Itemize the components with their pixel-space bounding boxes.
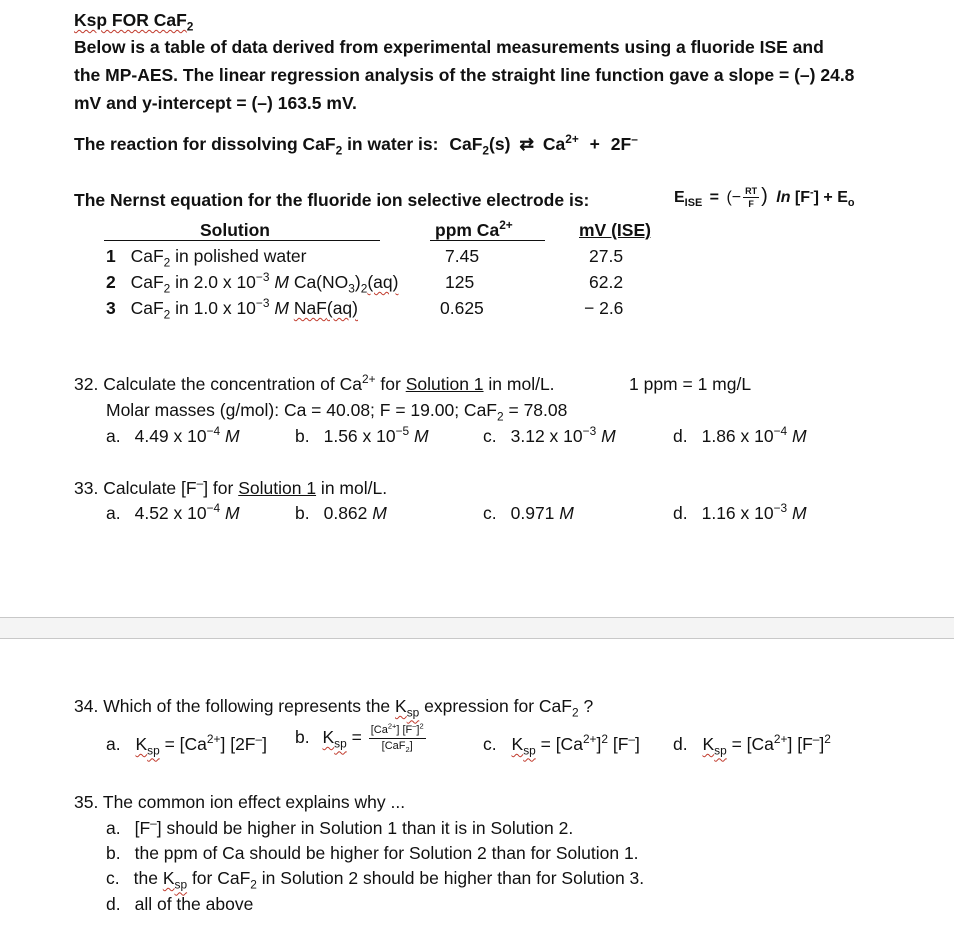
intro-line-3: mV and y-intercept = (–) 163.5 mV. [74,93,357,113]
q33-option-d[interactable]: d. 1.16 x $10^{-3}$ M [673,501,807,523]
intro-line-1: Below is a table of data derived from experimental measurements using a fluoride ISE and [74,37,824,57]
q34-option-c[interactable]: c. $K_{sp} = [Ca^{2+}]^2$ [F–] [483,732,640,758]
question-32: 32. Calculate the concentration of $Ca^{2+}$ for Solution 1 in mol/L. [74,372,555,394]
q32-option-d[interactable]: d. 1.86 x $10^{-4}$ M [673,424,807,446]
table-cell-mv: 62.2 [589,272,624,292]
nernst-label: The Nernst equation for the fluoride ion selective electrode is: [74,190,590,210]
q32-option-b[interactable]: b. 1.56 x $10^{-5}$ M [295,424,429,446]
nernst-equation: $E_{ISE}$ = (− $\frac{RT}{F}$ ) $\ln [F^-] + E_o$ [674,185,855,210]
table-cell-mv: − 2.6 [584,298,624,318]
q34-option-b[interactable]: b. $K_{sp}$ = $\frac{[Ca^{2+}] [F^-]^2}{[CaF_2]}$ [295,721,424,755]
page-break-gap [0,618,954,638]
table-row: 2 CaF$_2$ in 2.0 x $10^{-3}$ M $Ca(NO_3)_2(aq)$ [106,270,399,296]
table-header-solution: Solution [200,220,270,240]
equilibrium-arrow-icon: ⇄ [519,134,534,154]
page-break-bottom [0,638,954,639]
q33-option-b[interactable]: b. 0.862 M [295,503,387,523]
table-header-mv: mV (ISE) [579,220,651,240]
q34-option-d[interactable]: d. $K_{sp} = [Ca^{2+}]$ $[F^-]^2$ [673,732,831,758]
q33-option-c[interactable]: c. 0.971 M [483,503,574,523]
question-33: 33. Calculate [F–] for Solution 1 in mol/L. [74,476,388,498]
q35-option-c[interactable]: c. the $K_{sp}$ for CaF$_2$ in Solution 2 should be higher than for Solution 3. [106,868,645,892]
intro-line-2: the MP-AES. The linear regression analysis of the straight line function gave a slope = (–) 24.8 [74,65,855,85]
page-title: Ksp FOR CaF$_2$ [74,10,194,34]
q32-option-c[interactable]: c. 3.12 x $10^{-3}$ M [483,424,616,446]
table-cell-mv: 27.5 [589,246,624,266]
table-cell-ppm: 0.625 [440,298,484,318]
table-cell-ppm: 125 [445,272,475,292]
q35-option-a[interactable]: a. [F–] should be higher in Solution 1 than it is in Solution 2. [106,816,574,838]
q35-option-d[interactable]: d. all of the above [106,894,254,914]
q32-unit-note: 1 ppm = 1 mg/L [629,374,752,394]
question-34: 34. Which of the following represents the $K_{sp}$ expression for CaF$_2$ ? [74,696,594,720]
q33-option-a[interactable]: a. 4.52 x $10^{-4}$ M [106,501,240,523]
q32-molar-masses: Molar masses (g/mol): Ca = 40.08; F = 19.00; CaF$_2$ = 78.08 [106,400,568,424]
q32-option-a[interactable]: a. 4.49 x $10^{-4}$ M [106,424,240,446]
q35-option-b[interactable]: b. the ppm of Ca should be higher for Solution 2 than for Solution 1. [106,843,639,863]
table-row: 1 CaF$_2$ in polished water [106,246,307,270]
table-cell-ppm: 7.45 [445,246,480,266]
table-header-ppm: ppm $Ca^{2+}$ [435,218,513,240]
ksp-fraction: $\frac{[Ca^{2+}] [F^-]^2}{[CaF_2]}$ [370,721,424,755]
q34-option-a[interactable]: a. $K_{sp} = [Ca^{2+}]$ [2F–] [106,732,267,758]
table-row: 3 CaF$_2$ in 1.0 x $10^{-3}$ M NaF(aq) [106,296,358,322]
question-35: 35. The common ion effect explains why ... [74,792,406,812]
reaction-line: The reaction for dissolving CaF$_2$ in water is: CaF$_2$(s) ⇄ $Ca^{2+} + 2F^-$ [74,132,638,158]
